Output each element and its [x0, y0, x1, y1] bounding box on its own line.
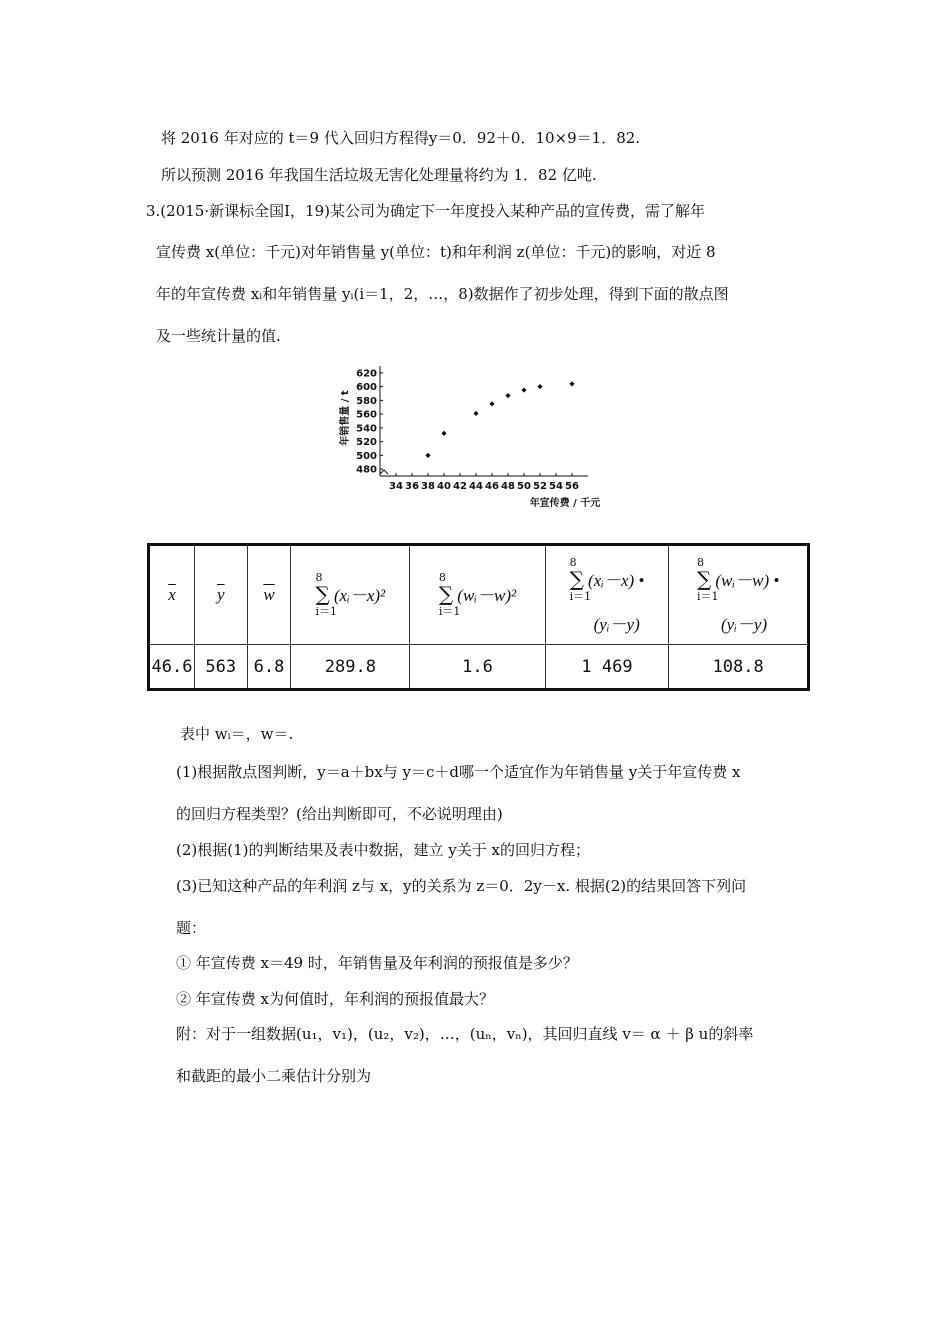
value-sum-xx: 289.8 — [291, 645, 410, 690]
y-tick-label: 480 — [356, 464, 377, 476]
header-w-mean: $\overline{w}$ — [247, 545, 291, 645]
x-tick-label: 52 — [533, 481, 547, 492]
scatter-chart — [330, 358, 620, 518]
header-sum-xx: 8 ∑ (xᵢ－x)² i＝1 — [291, 545, 410, 645]
question-3-line-1: (3)已知这种产品的年利润 z与 x，y的关系为 z＝0．2y－x. 根据(2)的结果回答下列问 — [176, 877, 747, 895]
problem-3-line-1: 3.(2015·新课标全国Ⅰ，19)某公司为确定下一年度投入某种产品的宣传费，需了解年 — [146, 202, 705, 220]
data-point — [505, 393, 510, 398]
table-note: 表中 wᵢ＝，w＝. — [180, 725, 294, 743]
question-3-line-2: 题： — [176, 919, 207, 937]
data-point — [521, 387, 526, 392]
text-line-2: 所以预测 2016 年我国生活垃圾无害化处理量将约为 1．82 亿吨. — [161, 166, 597, 184]
x-axis-label: 年宣传费 / 千元 — [529, 498, 601, 509]
scatter-chart-svg — [330, 358, 620, 518]
question-2: (2)根据(1)的判断结果及表中数据，建立 y关于 x的回归方程； — [176, 841, 590, 859]
value-x-mean: 46.6 — [149, 645, 195, 690]
header-sum-xy: 8 ∑ (xᵢ－x) • i＝1 (yᵢ－y) — [545, 545, 669, 645]
x-tick-label: 44 — [469, 481, 483, 492]
appendix-line-2: 和截距的最小二乘估计分别为 — [176, 1067, 372, 1085]
data-point — [425, 453, 430, 458]
x-tick-label: 46 — [485, 481, 499, 492]
x-tick-label: 40 — [437, 481, 451, 492]
y-tick-label: 500 — [356, 450, 377, 462]
problem-3-line-3: 年的年宣传费 xᵢ和年销售量 yᵢ(i＝1，2，…，8)数据作了初步处理，得到下面的散点图 — [156, 285, 729, 303]
header-x-mean: $\overline{x}$ — [149, 545, 195, 645]
y-tick-label: 620 — [356, 368, 377, 380]
data-point — [441, 431, 446, 436]
problem-3-line-2: 宣传费 x(单位：千元)对年销售量 y(单位：t)和年利润 z(单位：千元)的影响，对近 8 — [156, 243, 716, 261]
value-w-mean: 6.8 — [247, 645, 291, 690]
header-sum-ww: 8 ∑ (wᵢ－w)² i＝1 — [410, 545, 545, 645]
y-tick-label: 540 — [356, 423, 377, 435]
header-y-mean: $\overline{y}$ — [194, 545, 247, 645]
y-tick-label: 580 — [356, 395, 377, 407]
x-tick-label: 56 — [565, 481, 579, 492]
sub-question-2: ② 年宣传费 x为何值时，年利润的预报值最大？ — [176, 990, 494, 1008]
y-tick-label: 560 — [356, 409, 377, 421]
y-tick-label: 600 — [356, 382, 377, 394]
x-tick-label: 48 — [501, 481, 515, 492]
question-1-line-2: 的回归方程类型？(给出判断即可，不必说明理由) — [176, 805, 503, 823]
question-1-line-1: (1)根据散点图判断，y＝a＋bx与 y＝c＋d哪一个适宜作为年销售量 y关于年宣传费 x — [176, 763, 741, 781]
data-point — [473, 411, 478, 416]
axis-break — [380, 470, 388, 474]
x-tick-label: 38 — [421, 481, 435, 492]
sub-question-1: ① 年宣传费 x＝49 时，年销售量及年利润的预报值是多少？ — [176, 954, 578, 972]
value-sum-wy: 108.8 — [669, 645, 809, 690]
value-y-mean: 563 — [194, 645, 247, 690]
data-point — [537, 384, 542, 389]
header-sum-wy: 8 ∑ (wᵢ－w) • i＝1 (yᵢ－y) — [669, 545, 809, 645]
y-tick-label: 520 — [356, 437, 377, 449]
data-point — [569, 381, 574, 386]
x-tick-label: 34 — [389, 481, 403, 492]
y-axis-label: 年销售量 / t — [340, 390, 351, 446]
value-sum-xy: 1 469 — [545, 645, 669, 690]
problem-3-line-4: 及一些统计量的值. — [156, 327, 281, 345]
value-sum-ww: 1.6 — [410, 645, 545, 690]
x-tick-label: 36 — [405, 481, 419, 492]
x-tick-label: 50 — [517, 481, 531, 492]
appendix-line-1: 附：对于一组数据(u₁，v₁)，(u₂，v₂)，…，(uₙ，vₙ)，其回归直线 v＝ α ＋ β u的斜率 — [176, 1025, 754, 1043]
text-line-1: 将 2016 年对应的 t＝9 代入回归方程得y＝0．92＋0．10×9＝1．82. — [161, 129, 641, 147]
statistics-table — [147, 543, 810, 691]
x-tick-label: 42 — [453, 481, 467, 492]
data-point — [489, 401, 494, 406]
x-tick-label: 54 — [549, 481, 563, 492]
